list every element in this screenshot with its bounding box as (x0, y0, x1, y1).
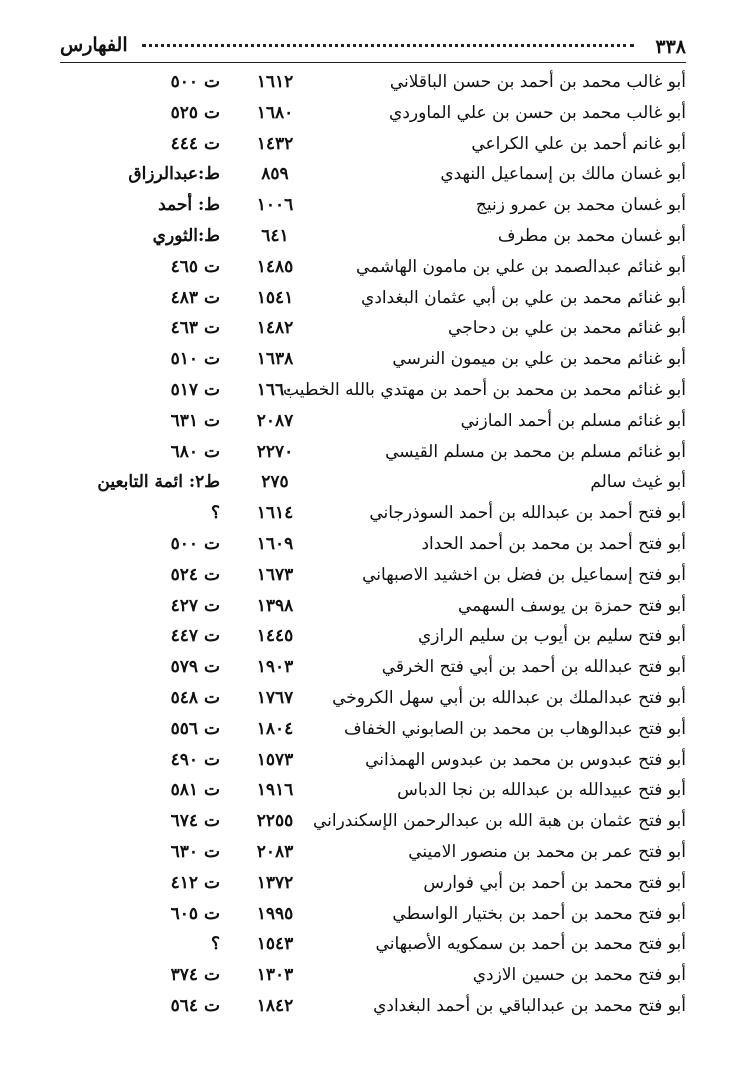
entry-name: أبو فتح محمد بن أحمد بن سمكويه الأصبهاني (375, 934, 686, 955)
entry-number: ٢٧٥ (261, 472, 289, 493)
entry-name: أبو فتح عبدالملك بن عبدالله بن أبي سهل الكروخي (332, 687, 686, 708)
entry-name: أبو غنائم محمد بن علي بن أبي عثمان البغدادي (361, 287, 686, 308)
entry-name: أبو فتح محمد بن حسين الازدي (472, 965, 686, 986)
entry-number: ٢٠٨٧ (256, 410, 294, 431)
index-row (0, 930, 746, 961)
entry-number: ١٦٨٠ (256, 102, 294, 123)
index-row (0, 160, 746, 191)
entry-number: ١٦١٤ (256, 503, 294, 524)
entry-number: ١٦١٢ (256, 72, 294, 92)
index-row (0, 684, 746, 715)
index-row (0, 746, 746, 777)
entry-name: أبو فتح إسماعيل بن فضل بن اخشيد الاصبهاني (362, 564, 686, 585)
entry-name: أبو غيث سالم (590, 472, 686, 493)
entry-reference: ت ٥٨١ (170, 780, 220, 801)
index-row (0, 961, 746, 992)
index-row (0, 499, 746, 530)
page-number: ٣٣٨ (655, 36, 686, 58)
entry-reference: ط٢: ائمة التابعين (97, 472, 220, 493)
page-header (60, 32, 686, 62)
entry-reference: ت ٤١٢ (170, 872, 220, 893)
entry-reference: ت ٥٢٤ (170, 564, 220, 585)
entry-number: ٨٥٩ (261, 164, 289, 185)
entry-reference: ت ٥٠٠ (170, 72, 220, 92)
page-title: الفهارس (60, 34, 128, 56)
entry-name: أبو فتح عبدالوهاب بن محمد بن الصابوني الخفاف (343, 718, 686, 739)
entry-reference: ت ٤٢٧ (170, 595, 220, 616)
entry-name: أبو فتح عبيدالله بن عبدالله بن نجا الدباس (397, 780, 686, 801)
entry-name: أبو غنائم محمد بن محمد بن أحمد بن مهتدي بالله الخطيب (283, 379, 686, 400)
entry-name: أبو فتح محمد بن أحمد بن بختيار الواسطي (392, 903, 686, 924)
index-row (0, 438, 746, 469)
entry-number: ٢٢٧٠ (256, 441, 294, 462)
entry-reference: ت ٦٠٥ (170, 903, 220, 924)
entry-reference: ت ٥٢٥ (170, 102, 220, 123)
index-row (0, 622, 746, 653)
index-row (0, 130, 746, 161)
entry-reference: ط:عبدالرزاق (128, 164, 220, 185)
index-row (0, 314, 746, 345)
index-row (0, 345, 746, 376)
entry-number: ١٠٠٦ (256, 195, 294, 216)
entry-number: ١٤٣٢ (256, 133, 294, 154)
entry-reference: ت ٥٦٤ (170, 995, 220, 1016)
index-row (0, 561, 746, 592)
entry-name: أبو غنائم مسلم بن أحمد المازني (460, 410, 686, 431)
entry-name: أبو غانم أحمد بن علي الكراعي (471, 133, 686, 154)
entry-name: أبو غنائم محمد بن علي بن ميمون النرسي (392, 349, 686, 370)
index-row (0, 869, 746, 900)
index-row (0, 376, 746, 407)
entry-number: ١٥٤٣ (256, 934, 294, 955)
index-row (0, 99, 746, 130)
entry-reference: ت ٦٣٠ (170, 841, 220, 862)
entry-name: أبو غنائم عبدالصمد بن علي بن مامون الهاشمي (355, 256, 686, 277)
entry-reference: ت ٤٤٧ (170, 626, 220, 647)
entry-number: ١٦٠٩ (256, 533, 294, 554)
entry-name: أبو فتح محمد بن عبدالباقي بن أحمد البغدادي (373, 995, 686, 1016)
index-row (0, 838, 746, 869)
entry-name: أبو غسان محمد بن مطرف (497, 225, 686, 246)
entry-number: ٢٢٥٥ (256, 811, 294, 832)
entry-name: أبو فتح أحمد بن محمد بن أحمد الحداد (421, 533, 686, 554)
entry-reference: ط:الثوري (152, 225, 220, 246)
entry-number: ١٥٧٣ (256, 749, 294, 770)
entry-reference: ت ٥٥٦ (170, 718, 220, 739)
entry-name: أبو غسان مالك بن إسماعيل النهدي (440, 164, 686, 185)
entry-number: ١٩٠٣ (256, 657, 294, 678)
entry-reference: ت ٤٦٣ (170, 318, 220, 339)
entry-reference: ؟ (210, 503, 220, 524)
entry-name: أبو غنائم محمد بن علي بن دحاجي (448, 318, 686, 339)
index-row (0, 992, 746, 1023)
entry-name: أبو فتح أحمد بن عبدالله بن أحمد السوذرجاني (369, 503, 686, 524)
entry-reference: ت ٣٧٤ (170, 965, 220, 986)
index-row (0, 715, 746, 746)
index-row (0, 284, 746, 315)
index-entries (0, 68, 746, 1023)
index-row (0, 222, 746, 253)
entry-name: أبو فتح عبدالله بن أحمد بن أبي فتح الخرقي (381, 657, 686, 678)
header-leader-dots (142, 44, 634, 47)
index-row (0, 468, 746, 499)
entry-reference: ت ٦٨٠ (170, 441, 220, 462)
entry-number: ١٨٤٢ (256, 995, 294, 1016)
entry-name: أبو غنائم مسلم بن محمد بن مسلم القيسي (385, 441, 686, 462)
index-row (0, 776, 746, 807)
entry-reference: ت ٤٨٣ (170, 287, 220, 308)
index-row (0, 191, 746, 222)
entry-reference: ت ٤٤٤ (170, 133, 220, 154)
index-row (0, 807, 746, 838)
entry-number: ١٥٤١ (256, 287, 294, 308)
index-row (0, 592, 746, 623)
index-row (0, 407, 746, 438)
entry-number: ١٣٧٢ (256, 872, 294, 893)
entry-reference: ت ٦٧٤ (170, 811, 220, 832)
header-rule (60, 62, 686, 63)
entry-reference: ت ٥٧٩ (170, 657, 220, 678)
entry-reference: ت ٥٠٠ (170, 533, 220, 554)
entry-name: أبو غالب محمد بن حسن بن علي الماوردي (389, 102, 686, 123)
entry-name: أبو فتح حمزة بن يوسف السهمي (457, 595, 686, 616)
entry-number: ١٦٦٠ (256, 379, 294, 400)
index-row (0, 253, 746, 284)
entry-number: ١٣٠٣ (256, 965, 294, 986)
index-row (0, 653, 746, 684)
entry-reference: ت ٥٤٨ (170, 687, 220, 708)
entry-number: ١٦٧٣ (256, 564, 294, 585)
entry-number: ١٩٩٥ (256, 903, 294, 924)
entry-name: أبو فتح عمر بن محمد بن منصور الاميني (408, 841, 686, 862)
entry-number: ٢٠٨٣ (256, 841, 294, 862)
entry-number: ١٤٨٢ (256, 318, 294, 339)
entry-name: أبو فتح عبدوس بن محمد بن عبدوس الهمذاني (365, 749, 686, 770)
entry-name: أبو فتح محمد بن أحمد بن أبي فوارس (423, 872, 686, 893)
entry-number: ١٩١٦ (256, 780, 294, 801)
entry-number: ٦٤١ (261, 225, 289, 246)
entry-number: ١٨٠٤ (256, 718, 294, 739)
entry-number: ١٤٤٥ (256, 626, 294, 647)
entry-name: أبو غسان محمد بن عمرو زنيج (475, 195, 686, 216)
index-row (0, 900, 746, 931)
entry-reference: ت ٤٩٠ (170, 749, 220, 770)
entry-number: ١٣٩٨ (256, 595, 294, 616)
index-row (0, 68, 746, 99)
entry-number: ١٤٨٥ (256, 256, 294, 277)
entry-reference: ط: أحمد (158, 195, 220, 216)
entry-number: ١٦٣٨ (256, 349, 294, 370)
entry-name: أبو فتح سليم بن أيوب بن سليم الرازي (417, 626, 686, 647)
entry-name: أبو غالب محمد بن أحمد بن حسن الباقلاني (389, 72, 686, 92)
entry-name: أبو فتح عثمان بن هبة الله بن عبدالرحمن الإسكندراني (312, 811, 686, 832)
entry-number: ١٧٦٧ (256, 687, 294, 708)
index-row (0, 530, 746, 561)
entry-reference: ت ٥١٠ (170, 349, 220, 370)
entry-reference: ؟ (210, 934, 220, 955)
entry-reference: ت ٦٣١ (170, 410, 220, 431)
entry-reference: ت ٤٦٥ (170, 256, 220, 277)
entry-reference: ت ٥١٧ (170, 379, 220, 400)
